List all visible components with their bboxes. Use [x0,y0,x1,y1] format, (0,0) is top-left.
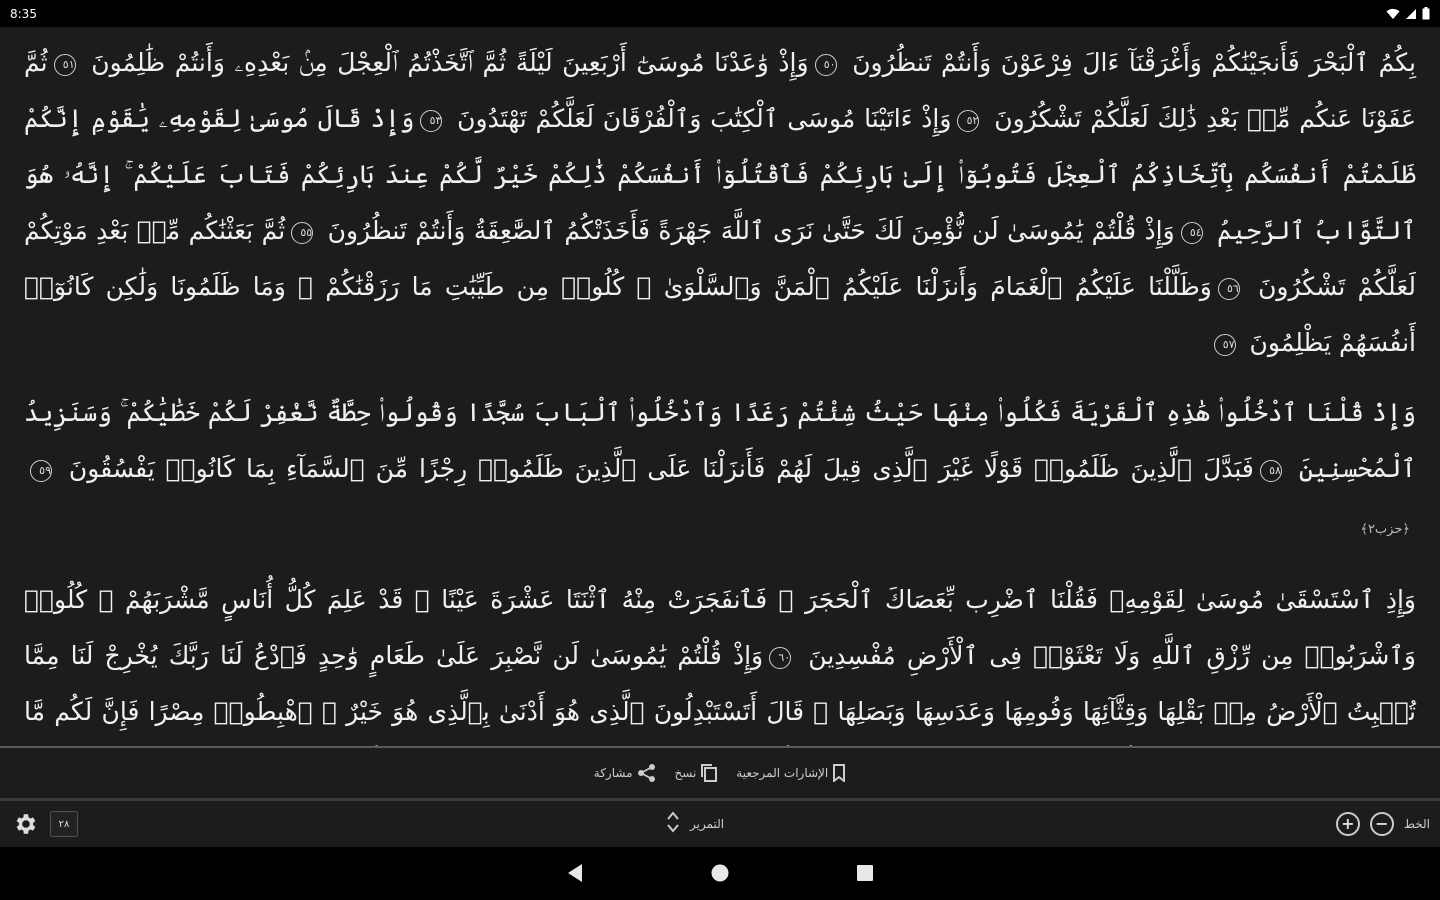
verse-text-span[interactable]: فَبَدَّلَ ٱلَّذِينَ ظَلَمُوا۟ قَوْلًا غَيْرَ ٱلَّذِى قِيلَ لَهُمْ فَأَنزَلْنَا عَلَى ٱلَّذِينَ ظَلَمُوا۟ رِجْزًا مِّنَ ٱلسَّمَآءِ بِمَا كَانُوا۟ يَفْسُقُونَ [58,454,1254,483]
verse-number-marker[interactable]: ٥٩ [30,460,52,482]
recents-square-icon [856,867,874,886]
auto-scroll-control[interactable] [666,807,724,841]
verse-number-marker[interactable]: ٦٠ [769,647,791,669]
plus-icon: + [1341,814,1355,833]
verse-number-marker[interactable]: ٥٧ [1214,334,1236,356]
verse-number-marker[interactable]: ٥٨ [1260,460,1282,482]
verse-paragraph[interactable] [24,35,1416,371]
font-increase-button[interactable] [1336,812,1360,836]
font-decrease-button[interactable] [1370,812,1394,836]
verse-text-span[interactable]: وَإِذْ ءَاتَيْنَا مُوسَى ٱلْكِتَٰبَ وَٱلْفُرْقَانَ لَعَلَّكُمْ تَهْتَدُونَ [448,104,952,133]
verse-number-marker[interactable]: ٥٦ [1218,278,1240,300]
copy-label: نسخ [674,766,697,780]
wifi-icon [1386,8,1400,20]
verse-number-marker[interactable]: ٥١ [54,54,76,76]
recents-button[interactable] [856,864,874,886]
minus-icon: − [1375,814,1389,833]
gear-icon [12,822,38,841]
signal-icon [1405,8,1417,20]
status-time: 8:35 [10,6,37,21]
status-icons [1386,7,1430,20]
system-nav-bar [0,847,1440,900]
share-button[interactable] [594,763,657,783]
verse-text-span[interactable]: وَإِذْ قَالَ مُوسَىٰ لِقَوْمِهِۦ يَٰقَوْمِ إِنَّكُمْ ظَلَمْتُمْ أَنفُسَكُم بِٱتِّخَاذِكُمُ ٱلْعِجْلَ فَتُوبُوٓا۟ إِلَىٰ بَارِئِكُمْ فَٱقْتُلُوٓا۟ أَنفُسَكُمْ ذَٰلِكُمْ خَيْرٌ لَّكُمْ عِندَ بَارِئِكُمْ فَتَابَ عَلَيْكُمْ ۚ إِنَّهُۥ هُوَ ٱلتَّوَّابُ ٱلرَّحِيمُ [24,104,1416,245]
verse-text[interactable] [0,27,1440,746]
verse-text-span[interactable]: وَإِذْ وَٰعَدْنَا مُوسَىٰٓ أَرْبَعِينَ لَيْلَةً ثُمَّ ٱتَّخَذْتُمُ ٱلْعِجْلَ مِنۢ بَعْدِهِۦ وَأَنتُمْ ظَٰلِمُونَ [81,48,809,77]
copy-icon [700,763,718,783]
verse-paragraph[interactable] [24,385,1416,558]
verse-number-marker[interactable]: ٥٤ [1181,222,1203,244]
verse-text-span[interactable]: ثُمَّ عَفَوْنَا عَنكُم مِّنۢ بَعْدِ ذَٰلِكَ لَعَلَّكُمْ تَشْكُرُونَ [24,48,1416,133]
home-circle-icon [710,868,730,887]
verse-paragraph[interactable] [24,572,1416,746]
chevron-up-down-icon [666,808,680,840]
battery-icon [1422,7,1430,20]
verse-text-span[interactable]: ثُمَّ بَعَثْنَٰكُم مِّنۢ بَعْدِ مَوْتِكُمْ لَعَلَّكُمْ تَشْكُرُونَ [24,216,1416,301]
font-size-badge[interactable]: ٢٨ [50,811,78,837]
back-triangle-icon [566,868,584,887]
verse-text-span[interactable]: وَإِذْ قُلْنَا ٱدْخُلُوا۟ هَٰذِهِ ٱلْقَرْيَةَ فَكُلُوا۟ مِنْهَا حَيْثُ شِئْتُمْ رَغَدًا وَٱدْخُلُوا۟ ٱلْبَابَ سُجَّدًا وَقُولُوا۟ حِطَّةٌ نَّغْفِرْ لَكُمْ خَطَٰيَٰكُمْ ۚ وَسَنَزِيدُ ٱلْمُحْسِنِينَ [24,398,1417,483]
verse-text-span[interactable]: وَظَلَّلْنَا عَلَيْكُمُ ٱلْغَمَامَ وَأَنزَلْنَا عَلَيْكُمُ ٱلْمَنَّ وَٱلسَّلْوَىٰ ۖ كُلُوا۟ مِن طَيِّبَٰتِ مَا رَزَقْنَٰكُمْ ۖ وَمَا ظَلَمُونَا وَلَٰكِن كَانُوٓا۟ أَنفُسَهُمْ يَظْلِمُونَ [24,272,1416,357]
share-label: مشاركة [593,766,633,780]
verse-text-span[interactable]: وَإِذِ ٱسْتَسْقَىٰ مُوسَىٰ لِقَوْمِهِۦ فَقُلْنَا ٱضْرِب بِّعَصَاكَ ٱلْحَجَرَ ۖ فَٱنفَجَرَتْ مِنْهُ ٱثْنَتَا عَشْرَةَ عَيْنًا ۖ قَدْ عَلِمَ كُلُّ أُنَاسٍ مَّشْرَبَهُمْ ۖ كُلُوا۟ وَٱشْرَبُوا۟ مِن رِّزْقِ ٱللَّهِ وَلَا تَعْثَوْا۟ فِى ٱلْأَرْضِ مُفْسِدِينَ [24,585,1416,670]
reader-controls-bar [0,801,1440,847]
copy-button[interactable] [675,763,719,783]
home-button[interactable] [710,863,730,887]
verse-number-marker[interactable]: ٥٥ [291,222,313,244]
verse-number-marker[interactable]: ٥٣ [420,110,442,132]
quran-reader[interactable] [0,27,1440,746]
share-icon [637,763,657,783]
verse-text-span[interactable]: وَإِذْ قُلْتُمْ يَٰمُوسَىٰ لَن نَّصْبِرَ عَلَىٰ طَعَامٍ وَٰحِدٍ فَٱدْعُ لَنَا رَبَّكَ يُخْرِجْ لَنَا مِمَّا تُنۢبِتُ ٱلْأَرْضُ مِنۢ بَقْلِهَا وَقِثَّآئِهَا وَفُومِهَا وَعَدَسِهَا وَبَصَلِهَا ۖ قَالَ أَتَسْتَبْدِلُونَ ٱلَّذِى هُوَ أَدْنَىٰ بِٱلَّذِى هُوَ خَيْرٌ ۚ ٱهْبِطُوا۟ مِصْرًا فَإِنَّ لَكُم مَّا [24,641,1416,726]
back-button[interactable] [566,863,584,887]
bookmarks-label: الإشارات المرجعية [736,766,829,780]
hizb-marker: ﴿حزب٢﴾ [1360,522,1410,537]
bookmarks-button[interactable] [736,764,846,782]
status-bar [0,0,1440,27]
font-label: الخط [1403,817,1430,831]
bookmark-icon [832,764,846,782]
selection-action-bar [0,748,1440,798]
verse-number-marker[interactable]: ٥٢ [957,110,979,132]
settings-button[interactable] [12,811,38,837]
verse-text-span[interactable]: بِكُمُ ٱلْبَحْرَ فَأَنجَيْنَٰكُمْ وَأَغْرَقْنَآ ءَالَ فِرْعَوْنَ وَأَنتُمْ تَنظُرُونَ [842,48,1417,77]
font-size-control [1336,809,1430,839]
scroll-label: التمرير [690,817,725,831]
verse-text-span[interactable]: وَإِذْ قُلْتُمْ يَٰمُوسَىٰ لَن نُّؤْمِنَ لَكَ حَتَّىٰ نَرَى ٱللَّهَ جَهْرَةً فَأَخَذَتْكُمُ ٱلصَّٰعِقَةُ وَأَنتُمْ تَنظُرُونَ [319,216,1175,245]
verse-number-marker[interactable]: ٥٠ [815,54,837,76]
